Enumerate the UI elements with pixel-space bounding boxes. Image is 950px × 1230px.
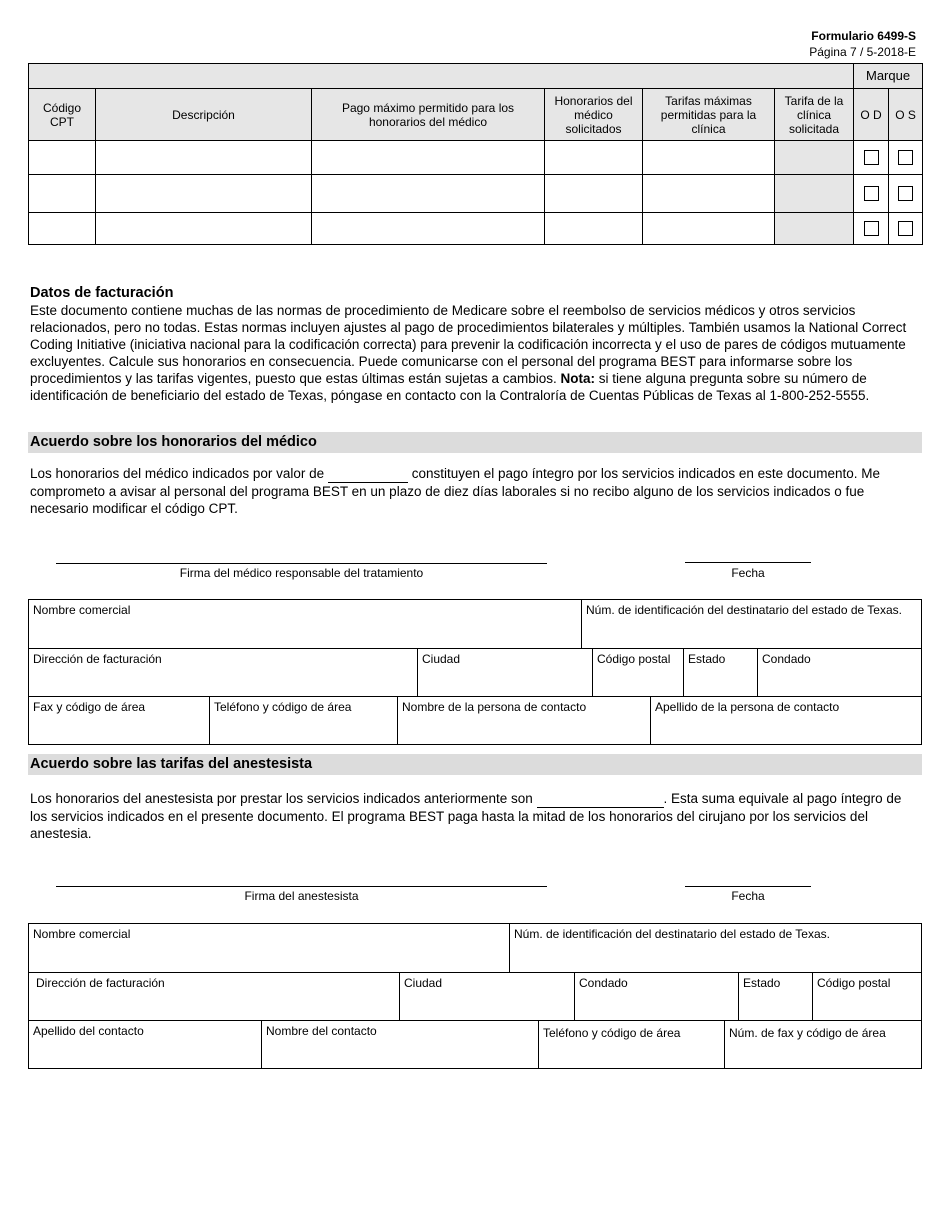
physician-fax-field[interactable]: Fax y código de área [33, 700, 146, 714]
anesthesia-city-field[interactable]: Ciudad [399, 973, 574, 1020]
anesthesia-signature-label: Firma del anestesista [244, 889, 359, 903]
physician-fee-cell[interactable] [545, 213, 643, 245]
physician-state-field[interactable]: Estado [683, 649, 757, 696]
page-number: Página 7 / 5-2018-E [809, 45, 916, 59]
table-row [29, 213, 923, 245]
anesthesia-agreement-title: Acuerdo sobre las tarifas del anestesista [28, 754, 922, 775]
anesthesia-info-grid [28, 923, 922, 1069]
physician-fee-cell[interactable] [545, 175, 643, 213]
od-checkbox[interactable] [864, 221, 879, 236]
cpt-code-cell[interactable] [29, 213, 96, 245]
os-checkbox[interactable] [898, 150, 913, 165]
col-os: O S [889, 89, 923, 141]
physician-business-name-field[interactable]: Nombre comercial [33, 603, 131, 617]
physician-county-field[interactable]: Condado [757, 649, 921, 696]
form-header [809, 28, 916, 61]
anesthesia-date-line[interactable] [685, 886, 811, 887]
anesthesia-contact-last-field[interactable]: Apellido del contacto [33, 1024, 144, 1038]
anesthesia-county-field[interactable]: Condado [574, 973, 738, 1020]
clinic-fee-cell [775, 213, 854, 245]
physician-fee-blank[interactable] [328, 465, 408, 483]
table-row [29, 141, 923, 175]
anesthesia-agreement-text: Los honorarios del anestesista por prestar los servicios indicados anteriormente son . Esta suma equivale al pago íntegro de los servicios indicados en el presente documento. El programa BEST paga hasta la mitad de los honorarios del cirujano por los servicios del anestesia. [30, 791, 902, 841]
max-physician-fee-cell[interactable] [312, 213, 545, 245]
col-cpt-code: Código CPT [29, 89, 96, 141]
max-clinic-fee-cell[interactable] [643, 175, 775, 213]
physician-billing-address-field[interactable]: Dirección de facturación [33, 652, 162, 666]
form-number: Formulario 6499-S [811, 29, 916, 43]
physician-fee-cell[interactable] [545, 141, 643, 175]
max-clinic-fee-cell[interactable] [643, 141, 775, 175]
anesthesia-phone-field[interactable]: Teléfono y código de área [538, 1021, 724, 1068]
physician-zip-field[interactable]: Código postal [592, 649, 683, 696]
od-checkbox[interactable] [864, 186, 879, 201]
marque-header: Marque [854, 64, 923, 89]
physician-info-grid [28, 599, 922, 745]
cpt-table [28, 63, 923, 245]
anesthesia-tx-id-field[interactable]: Núm. de identificación del destinatario del estado de Texas. [509, 924, 921, 972]
max-physician-fee-cell[interactable] [312, 141, 545, 175]
description-cell[interactable] [96, 175, 312, 213]
col-od: O D [854, 89, 889, 141]
physician-signature-label: Firma del médico responsable del tratamiento [179, 566, 424, 580]
anesthesia-business-name-field[interactable]: Nombre comercial [33, 927, 131, 941]
description-cell[interactable] [96, 141, 312, 175]
cpt-code-cell[interactable] [29, 175, 96, 213]
billing-section [30, 284, 920, 404]
cpt-code-cell[interactable] [29, 141, 96, 175]
billing-text: Este documento contiene muchas de las normas de procedimiento de Medicare sobre el reembolso de servicios médicos y otros servicios relacionados, pero no todas. Estas normas incluyen ajustes al pago de procedimientos bilaterales y múltiples. También usamos la National Correct Coding Initiative (iniciativa nacional para la codificación correcta) para prevenir la codificación incorrecta y el uso de pares de códigos mutuamente excluyentes. Calcule sus honorarios en consecuencia. Puede comunicarse con el personal del programa BEST para informarse sobre los procedimientos y las tarifas vigentes, puesto que estas últimas están sujetas a cambios. Nota: si tiene alguna pregunta sobre su número de identificación de beneficiario del estado de Texas, póngase en contacto con la Contraloría de Cuentas Públicas de Texas al 1-800-252-5555. [30, 303, 907, 403]
col-physician-fee-requested: Honorarios del médico solicitados [545, 89, 643, 141]
anesthesia-signature-line[interactable] [56, 886, 547, 887]
clinic-fee-cell [775, 141, 854, 175]
os-checkbox[interactable] [898, 221, 913, 236]
max-clinic-fee-cell[interactable] [643, 213, 775, 245]
cpt-header-blank [29, 64, 854, 89]
anesthesia-contact-first-field[interactable]: Nombre del contacto [261, 1021, 538, 1068]
col-max-clinic-fee: Tarifas máximas permitidas para la clínica [643, 89, 775, 141]
physician-date-label: Fecha [731, 566, 765, 580]
physician-signature-line[interactable] [56, 563, 547, 564]
physician-city-field[interactable]: Ciudad [417, 649, 592, 696]
clinic-fee-cell [775, 175, 854, 213]
anesthesia-fax-field[interactable]: Núm. de fax y código de área [724, 1021, 921, 1068]
physician-tx-id-field[interactable]: Núm. de identificación del destinatario del estado de Texas. [581, 600, 921, 648]
col-clinic-fee-requested: Tarifa de la clínica solicitada [775, 89, 854, 141]
anesthesia-billing-address-field[interactable]: Dirección de facturación [36, 976, 165, 990]
description-cell[interactable] [96, 213, 312, 245]
col-description: Descripción [96, 89, 312, 141]
physician-date-line[interactable] [685, 562, 811, 563]
os-checkbox[interactable] [898, 186, 913, 201]
physician-contact-last-field[interactable]: Apellido de la persona de contacto [650, 697, 921, 744]
physician-agreement-text: Los honorarios del médico indicados por valor de constituyen el pago íntegro por los servicios indicados en este documento. Me comprometo a avisar al personal del programa BEST en un plazo de diez días laborales si no recibo alguno de los servicios indicados o fue necesario modificar el código CPT. [30, 466, 880, 516]
physician-agreement-title: Acuerdo sobre los honorarios del médico [28, 432, 922, 453]
anesthesia-date-label: Fecha [731, 889, 765, 903]
col-max-physician-fee: Pago máximo permitido para los honorarios del médico [312, 89, 545, 141]
physician-contact-first-field[interactable]: Nombre de la persona de contacto [397, 697, 650, 744]
physician-phone-field[interactable]: Teléfono y código de área [209, 697, 397, 744]
billing-title: Datos de facturación [30, 285, 174, 301]
anesthesia-fee-blank[interactable] [537, 790, 664, 808]
max-physician-fee-cell[interactable] [312, 175, 545, 213]
od-checkbox[interactable] [864, 150, 879, 165]
anesthesia-state-field[interactable]: Estado [738, 973, 812, 1020]
table-row [29, 175, 923, 213]
anesthesia-zip-field[interactable]: Código postal [812, 973, 921, 1020]
